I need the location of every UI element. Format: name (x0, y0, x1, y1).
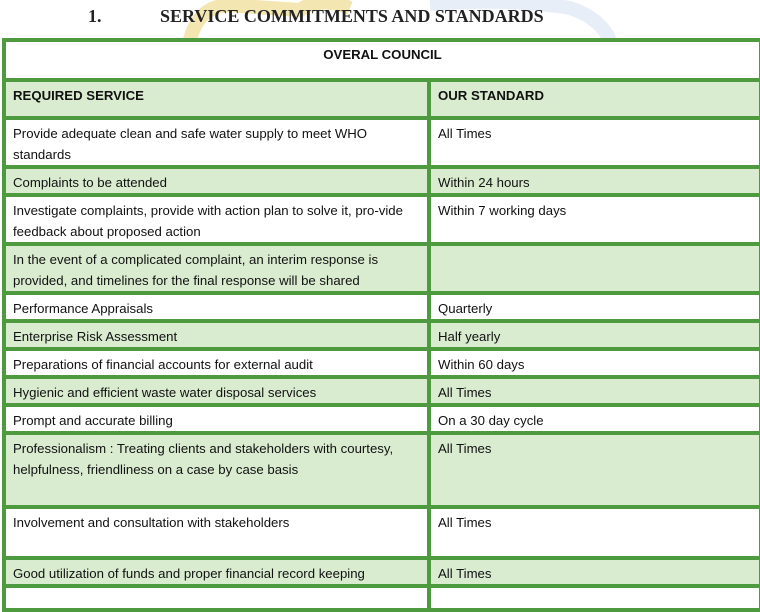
table-row (4, 507, 760, 558)
table-row (4, 195, 760, 244)
table-row (4, 244, 760, 293)
standard-cell: All Times (429, 507, 760, 558)
standard-cell (429, 244, 760, 293)
standard-cell: Within 60 days (429, 349, 760, 377)
service-cell: Provide adequate clean and safe water supply to meet WHO standards (4, 118, 429, 167)
service-cell: Enterprise Risk Assessment (4, 321, 429, 349)
service-cell: Prompt and accurate billing (4, 405, 429, 433)
service-cell: Performance Appraisals (4, 293, 429, 321)
service-cell: Hygienic and efficient waste water disposal services (4, 377, 429, 405)
table-row (4, 377, 760, 405)
standard-cell: All Times (429, 558, 760, 586)
service-cell: In the event of a complicated complaint, an interim response is provided, and timelines for the final response will be shared (4, 244, 429, 293)
standard-cell: Half yearly (429, 321, 760, 349)
standard-cell (429, 586, 760, 610)
standard-cell: All Times (429, 118, 760, 167)
column-header-standard: OUR STANDARD (429, 80, 760, 118)
table-row (4, 586, 760, 610)
service-cell: Preparations of financial accounts for external audit (4, 349, 429, 377)
standard-cell: Within 7 working days (429, 195, 760, 244)
service-standards-table (2, 38, 760, 612)
standard-cell: All Times (429, 377, 760, 405)
section-number: 1. (88, 6, 102, 26)
service-cell: Investigate complaints, provide with action plan to solve it, pro-vide feedback about proposed action (4, 195, 429, 244)
table-row (4, 558, 760, 586)
section-heading (88, 6, 544, 27)
standard-cell: Quarterly (429, 293, 760, 321)
standard-cell: On a 30 day cycle (429, 405, 760, 433)
table-row (4, 321, 760, 349)
standard-cell: Within 24 hours (429, 167, 760, 195)
table-row (4, 118, 760, 167)
table-row (4, 349, 760, 377)
section-title: SERVICE COMMITMENTS AND STANDARDS (160, 6, 544, 26)
table-row (4, 167, 760, 195)
table-row (4, 405, 760, 433)
service-cell: Involvement and consultation with stakeholders (4, 507, 429, 558)
column-header-service: REQUIRED SERVICE (4, 80, 429, 118)
service-cell: Complaints to be attended (4, 167, 429, 195)
table-row (4, 293, 760, 321)
service-cell: Professionalism : Treating clients and stakeholders with courtesy, helpfulness, friendliness on a case by case basis (4, 433, 429, 507)
table-row (4, 433, 760, 507)
standard-cell: All Times (429, 433, 760, 507)
service-cell: Good utilization of funds and proper financial record keeping (4, 558, 429, 586)
table-caption: OVERAL COUNCIL (4, 40, 760, 80)
service-cell (4, 586, 429, 610)
